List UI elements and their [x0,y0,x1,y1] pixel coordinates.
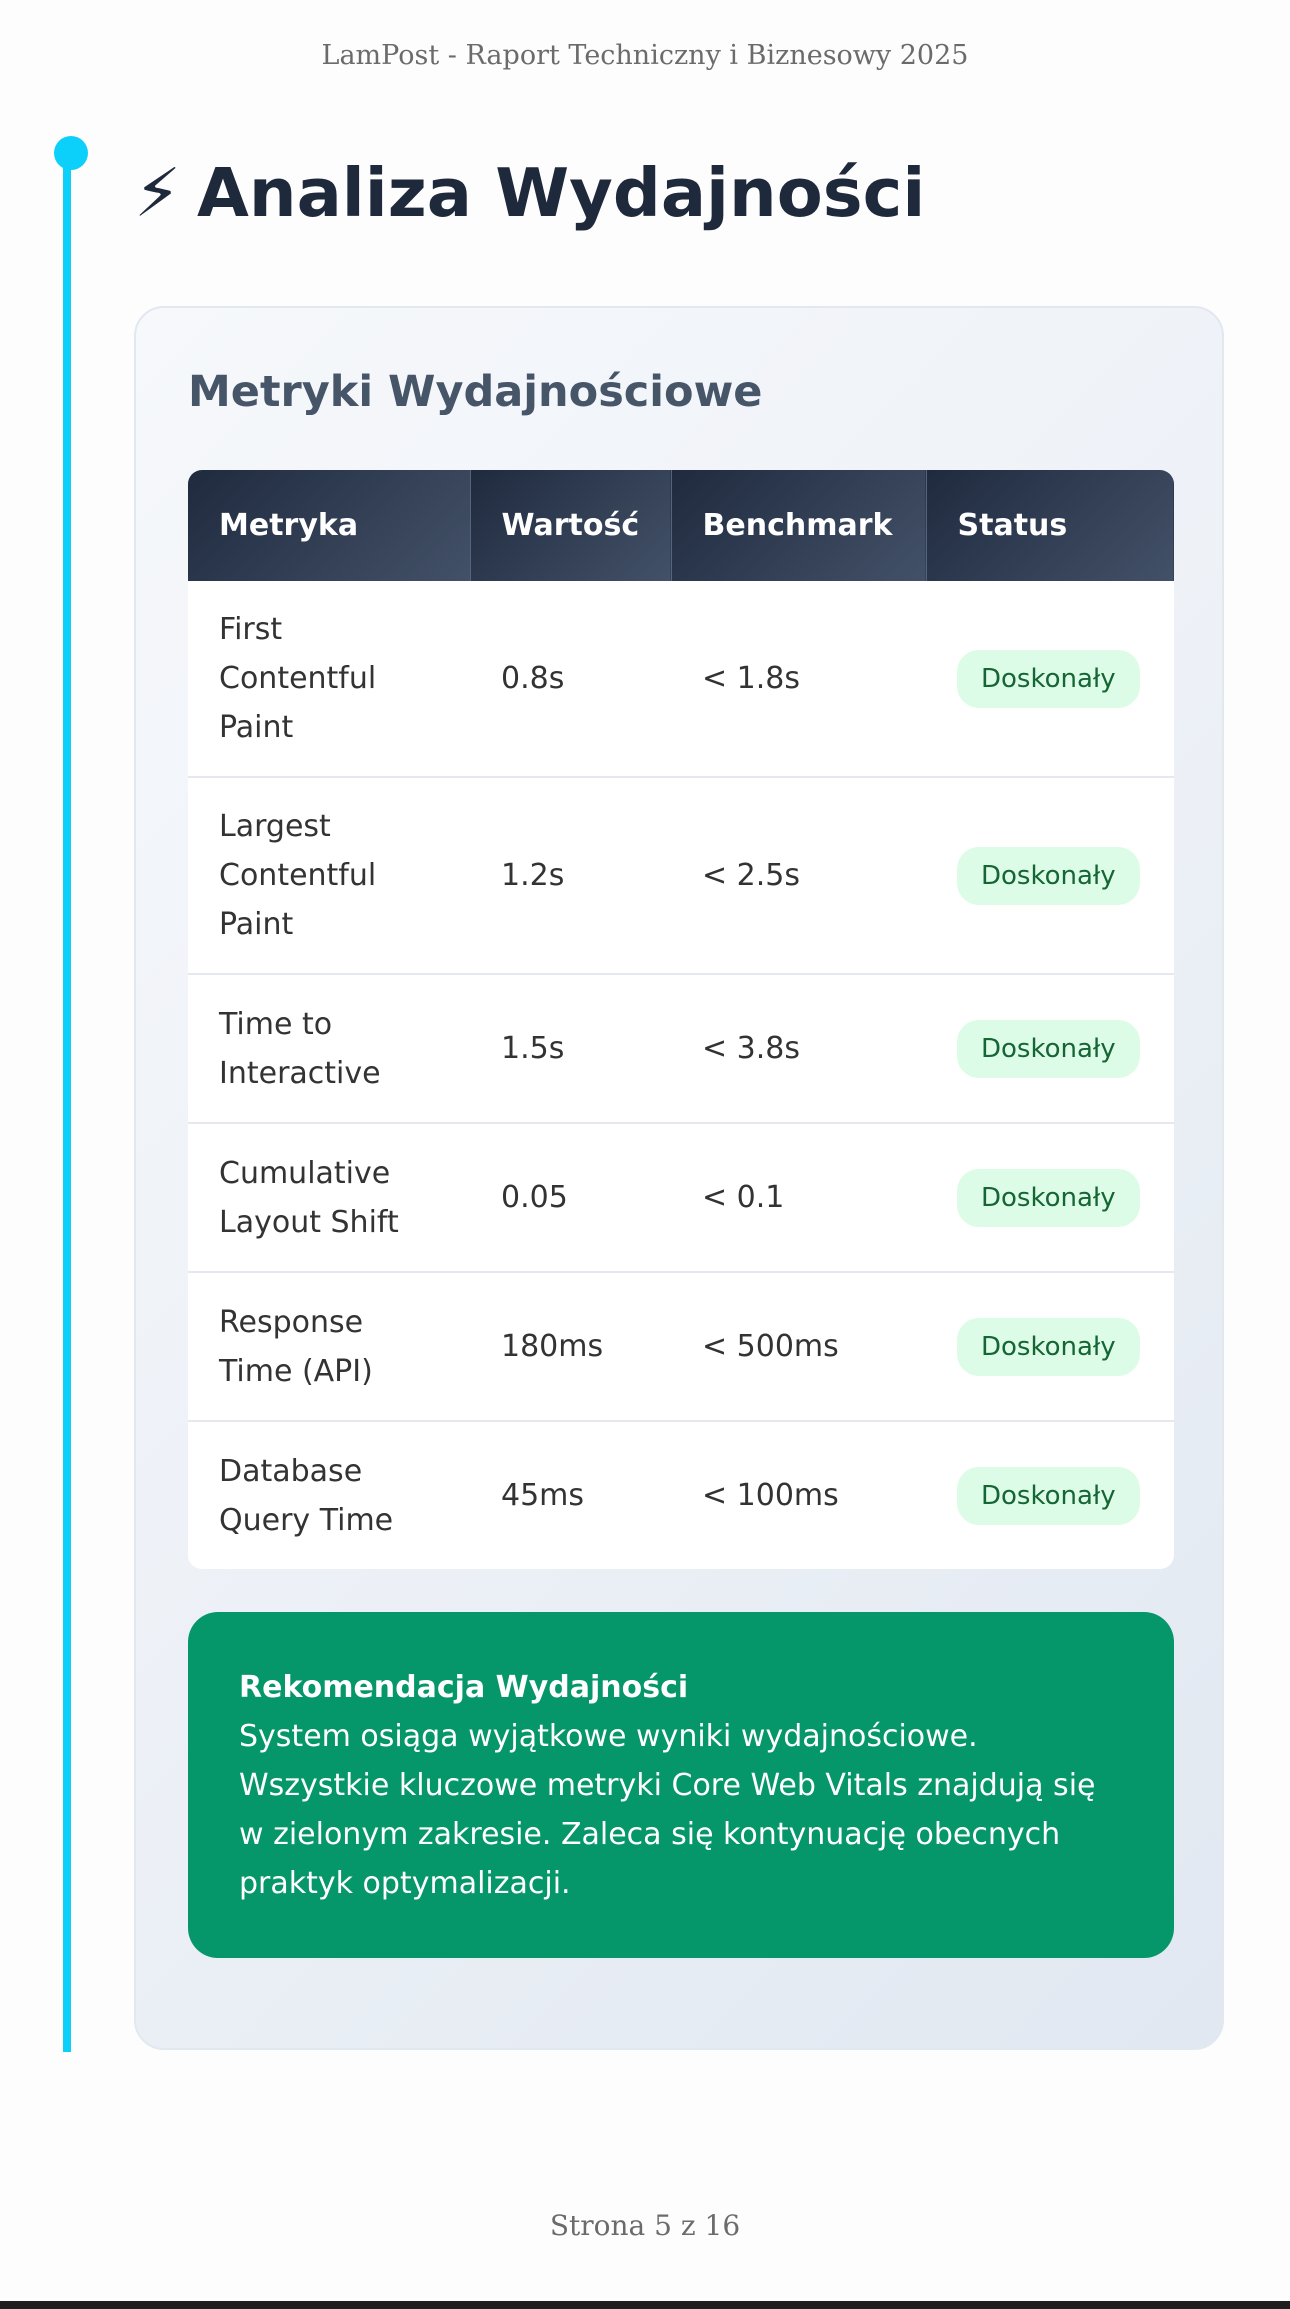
column-header-status: Status [926,470,1174,581]
table-row [188,1421,1174,1569]
value-cell: 1.2s [470,777,671,974]
status-cell [926,1272,1174,1421]
page-number: Strona 5 z 16 [549,2209,741,2242]
metric-name: Cumulative Layout Shift [219,1155,399,1240]
value-cell: 180ms [470,1272,671,1421]
metric-cell [188,1123,470,1272]
benchmark-cell: < 100ms [702,1478,839,1513]
timeline-line [63,152,71,2052]
lightning-icon: ⚡ [134,154,182,232]
benchmark-cell: < 500ms [671,1272,926,1421]
table-row [188,1123,1174,1272]
status-cell [926,1421,1174,1569]
column-header-value: Wartość [470,470,671,581]
benchmark-cell: < 2.5s [671,777,926,974]
benchmark-cell: < 3.8s [671,974,926,1123]
metric-name: Largest Contentful Paint [219,809,377,942]
metrics-table [188,470,1174,1569]
metric-name: Response Time (API) [219,1304,373,1389]
value-cell: 0.8s [470,581,671,777]
section-title-text: Analiza Wydajności [197,154,926,232]
status-badge: Doskonały [957,847,1140,905]
recommendation-text: System osiąga wyjątkowe wyniki wydajnościowe. Wszystkie kluczowe metryki Core Web Vitals znajdują się w zielonym zakresie. Zaleca się kontynuację obecnych praktyk optymalizacji. [239,1719,1096,1901]
status-badge: Doskonały [957,1318,1140,1376]
metrics-card [134,306,1224,2050]
table-row [188,974,1174,1123]
value-cell: 0.05 [470,1123,671,1272]
recommendation-title: Rekomendacja Wydajności [239,1670,689,1705]
metric-cell [188,974,470,1123]
bottom-bar [0,2301,1290,2309]
status-badge: Doskonały [957,1169,1140,1227]
metric-name: Database Query Time [219,1453,394,1538]
metric-name: Time to Interactive [219,1006,381,1091]
status-badge: Doskonały [957,1467,1140,1525]
recommendation-box [188,1612,1174,1958]
metric-cell [188,581,470,777]
column-header-benchmark: Benchmark [671,470,926,581]
value-cell: 45ms [501,1478,585,1513]
metric-name: First Contentful Paint [219,612,377,745]
metric-cell [188,777,470,974]
status-cell [926,974,1174,1123]
status-badge: Doskonały [957,650,1140,708]
benchmark-cell: < 0.1 [671,1123,926,1272]
status-badge: Doskonały [957,1020,1140,1078]
table-row [188,777,1174,974]
status-cell [926,1123,1174,1272]
metric-cell [188,1272,470,1421]
card-title: Metryki Wydajnościowe [188,367,763,417]
column-header-metric: Metryka [188,470,470,581]
metric-cell [188,1421,470,1569]
timeline-dot [54,136,88,170]
document-header: LamPost - Raport Techniczny i Biznesowy 2025 [321,40,969,71]
table-row [188,1272,1174,1421]
status-cell [926,581,1174,777]
benchmark-cell: < 1.8s [671,581,926,777]
table-row [188,581,1174,777]
value-cell: 1.5s [470,974,671,1123]
table-header-row [188,470,1174,581]
section-title [134,148,925,238]
status-cell [926,777,1174,974]
